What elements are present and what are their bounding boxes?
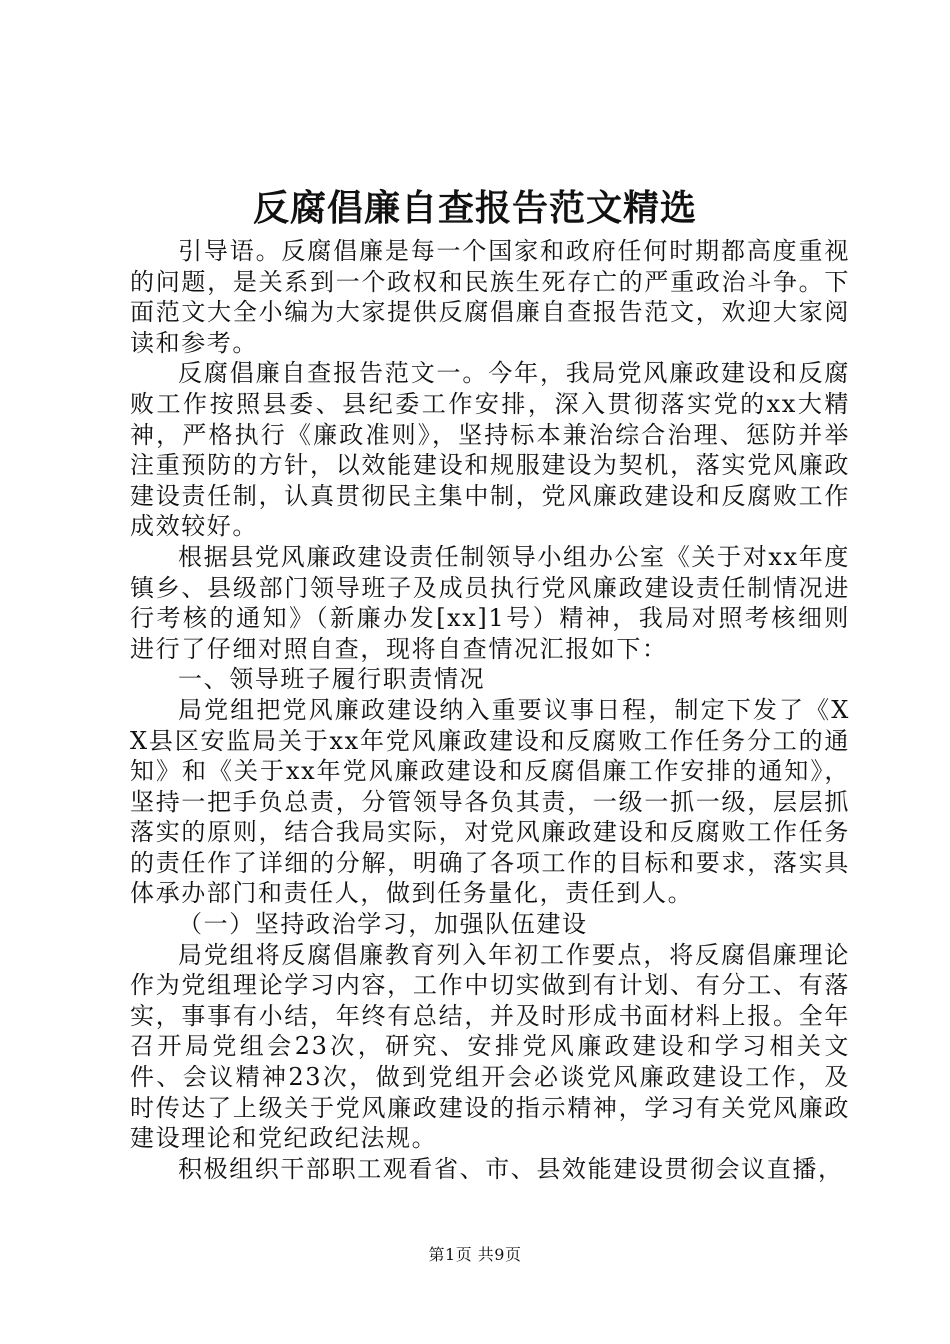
paragraph-intro: 引导语。反腐倡廉是每一个国家和政府任何时期都高度重视的问题，是关系到一个政权和民族生死存亡的严重政治斗争。下面范文大全小编为大家提供反腐倡廉自查报告范文，欢迎大家阅读和参考。 <box>130 237 850 357</box>
paragraph-sample-one: 反腐倡廉自查报告范文一。今年，我局党风廉政建设和反腐败工作按照县委、县纪委工作安排，深入贯彻落实党的xx大精神，严格执行《廉政准则》，坚持标本兼治综合治理、惩防并举注重预防的方针，以效能建设和规服建设为契机，落实党风廉政建设责任制，认真贯彻民主集中制，党风廉政建设和反腐败工作成效较好。 <box>130 359 850 541</box>
document-body <box>130 236 850 1184</box>
paragraph-broadcast: 积极组织干部职工观看省、市、县效能建设贯彻会议直播， <box>178 1154 844 1183</box>
document-title: 反腐倡廉自查报告范文精选 <box>252 187 697 229</box>
paragraph-basis: 根据县党风廉政建设责任制领导小组办公室《关于对xx年度镇乡、县级部门领导班子及成员执行党风廉政建设责任制情况进行考核的通知》（新廉办发[xx]1号）精神，我局对照考核细则进行了仔细对照自查，现将自查情况汇报如下： <box>130 542 850 663</box>
paragraph-study: 局党组将反腐倡廉教育列入年初工作要点，将反腐倡廉理论作为党组理论学习内容，工作中切实做到有计划、有分工、有落实，事事有小结，年终有总结，并及时形成书面材料上报。全年召开局党组会23次，研究、安排党风廉政建设和学习相关文件、会议精神23次，做到党组开会必谈党风廉政建设工作，及时传达了上级关于党风廉政建设的指示精神，学习有关党风廉政建设理论和党纪政纪法规。 <box>130 940 850 1153</box>
subsection-heading-study: （一）坚持政治学习，加强队伍建设 <box>178 910 588 939</box>
section-heading-leadership: 一、领导班子履行职责情况 <box>178 665 486 694</box>
paragraph-leadership: 局党组把党风廉政建设纳入重要议事日程，制定下发了《XX县区安监局关于xx年党风廉政建设和反腐败工作任务分工的通知》和《关于xx年党风廉政建设和反腐倡廉工作安排的通知》，坚持一把手负总责，分管领导各负其责，一级一抓一级，层层抓落实的原则，结合我局实际，对党风廉政建设和反腐败工作任务的责任作了详细的分解，明确了各项工作的目标和要求，落实具体承办部门和责任人，做到任务量化，责任到人。 <box>130 695 850 908</box>
page-footer: 第1页 共9页 <box>428 1245 522 1264</box>
